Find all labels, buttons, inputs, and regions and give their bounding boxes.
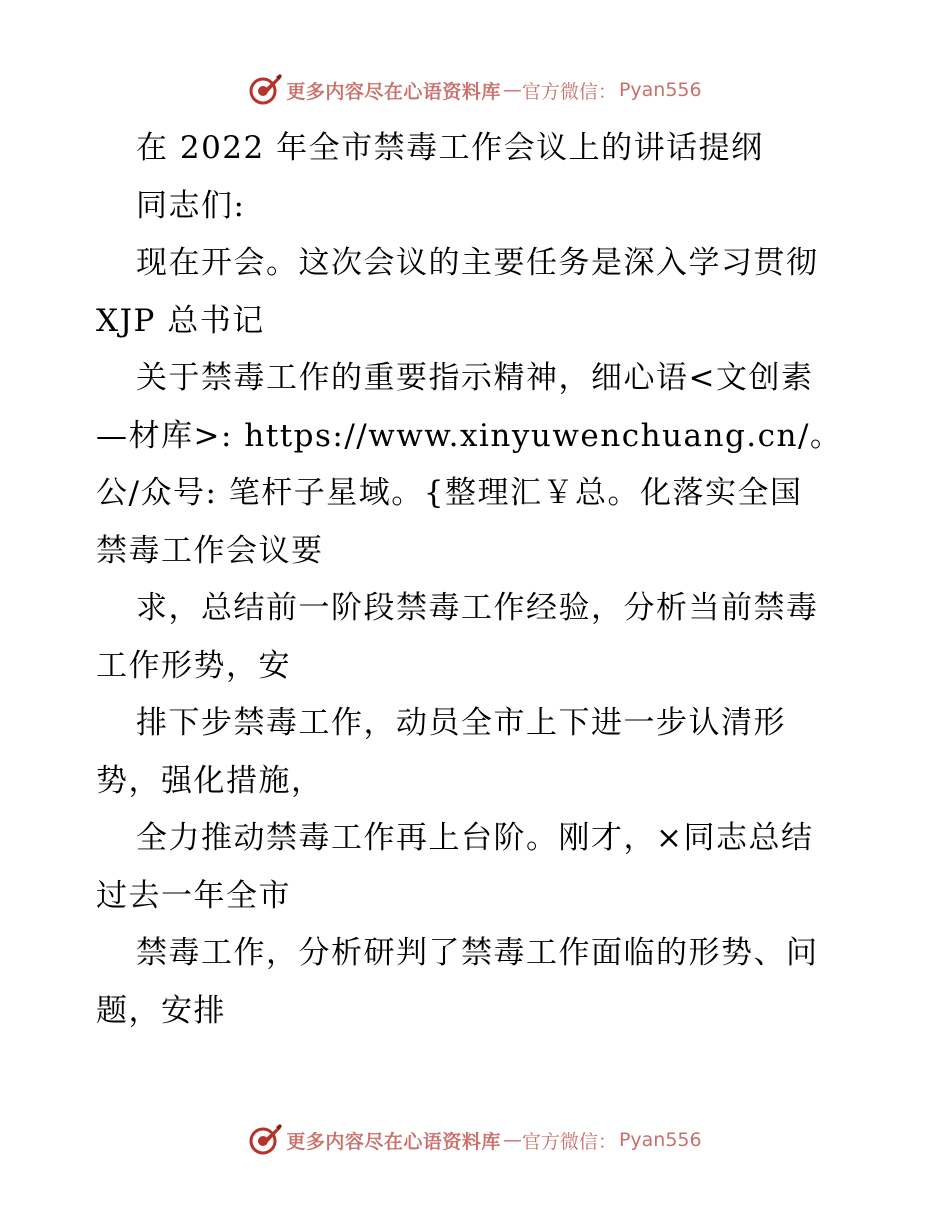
watermark-contact-label: 官方微信： [521,1130,617,1153]
footer-watermark [0,1120,950,1160]
watermark-handle: Pyan556 [618,1129,702,1151]
document-body [96,120,856,1040]
document-line: 求，总结前一阶段禁毒工作经验，分析当前禁毒 [136,590,819,626]
document-line: XJP 总书记 [96,302,265,339]
watermark-handle: Pyan556 [618,79,702,101]
header-watermark [0,70,950,110]
watermark-main-text: 更多内容尽在心语资料库 [286,1130,501,1153]
seal-pen-logo-icon [248,73,282,107]
document-line: 题，安排 [96,992,226,1029]
document-line: 工作形势，安 [96,647,291,684]
document-line: 公/众号: 笔杆子星域。{整理汇￥总。化落实全国 [96,475,803,511]
document-line: 禁毒工作会议要 [96,532,324,569]
document-line: 在 2022 年全市禁毒工作会议上的讲话提纲 [136,130,764,166]
document-line: 排下步禁毒工作，动员全市上下进一步认清形 [136,705,786,741]
document-line: 关于禁毒工作的重要指示精神，细心语<文创素 [136,360,814,396]
document-line: —材库>: https://www.xinyuwenchuang.cn/。 [96,417,843,454]
watermark-contact-label: 官方微信： [521,80,617,103]
document-line: 禁毒工作，分析研判了禁毒工作面临的形势、问 [136,935,819,971]
watermark-dash: — [502,1129,520,1151]
document-line: 全力推动禁毒工作再上台阶。刚才，×同志总结 [136,820,814,856]
watermark-dash: — [502,79,520,101]
document-line: 过去一年全市 [96,877,291,914]
document-line: 势，强化措施， [96,762,324,799]
seal-pen-logo-icon [248,1123,282,1157]
watermark-main-text: 更多内容尽在心语资料库 [286,80,501,103]
document-line: 同志们: [136,187,246,224]
document-line: 现在开会。这次会议的主要任务是深入学习贯彻 [136,245,819,281]
